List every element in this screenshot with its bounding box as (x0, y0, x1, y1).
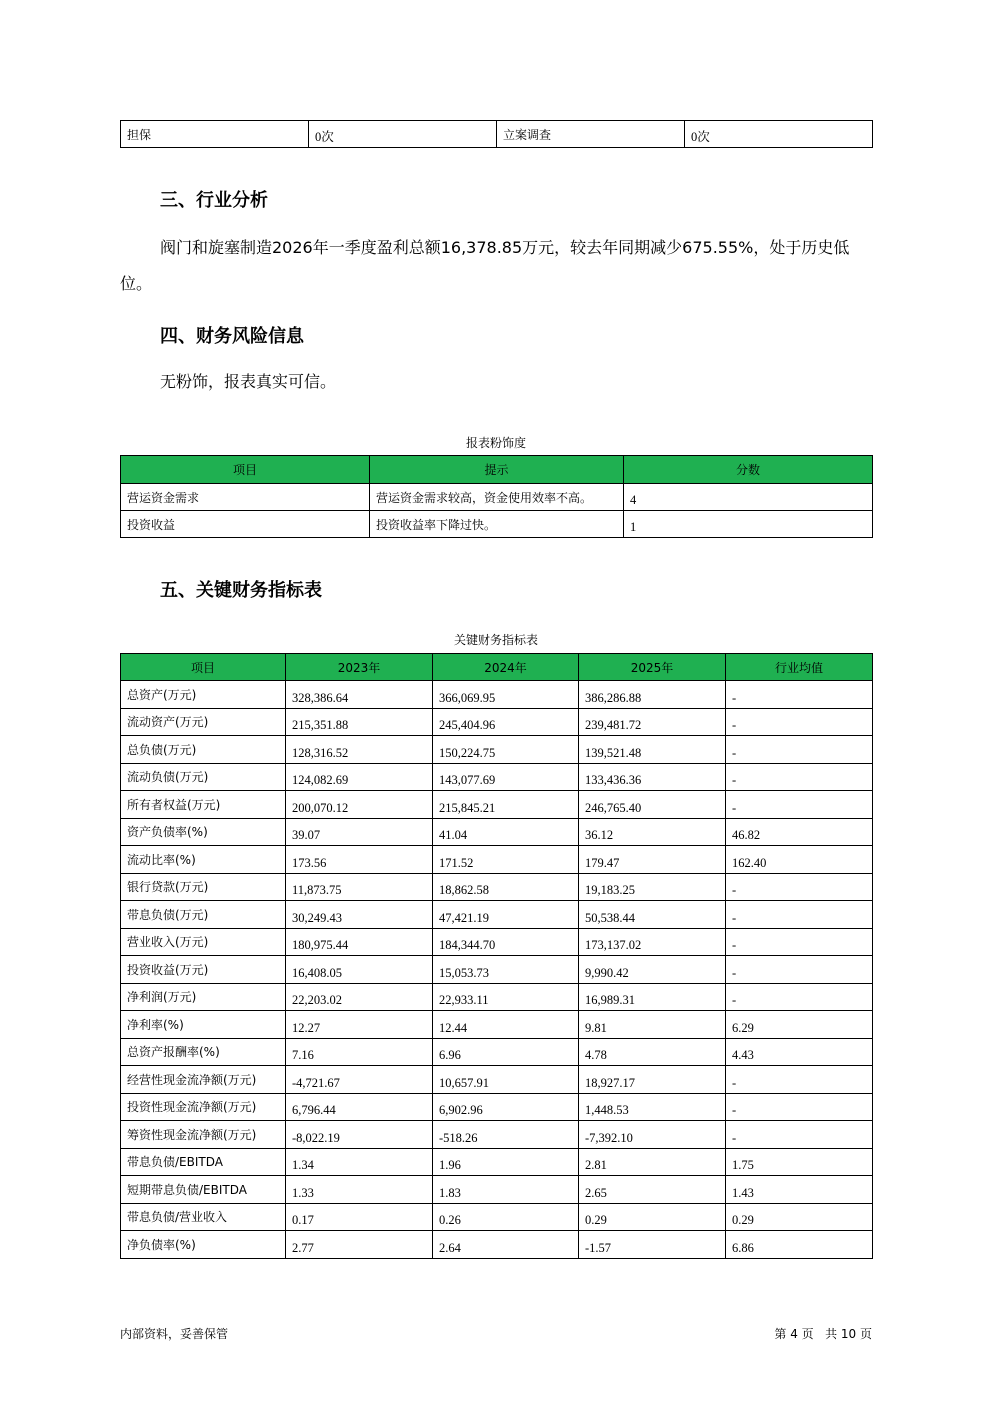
risk-paragraph: 无粉饰，报表真实可信。 (160, 372, 337, 391)
cell-score: 1 (624, 511, 873, 538)
cell-item: 带息负债/营业收入 (121, 1203, 286, 1231)
section-title-industry: 三、行业分析 (160, 190, 268, 211)
cell-value: 15,053.73 (433, 956, 579, 984)
table-row (121, 763, 873, 791)
section-title-indicators: 五、关键财务指标表 (160, 580, 322, 601)
cell-hint: 营运资金需求较高，资金使用效率不高。 (370, 484, 624, 511)
cell-item: 投资收益 (121, 511, 370, 538)
cell-value: 0.29 (579, 1203, 726, 1231)
table-row (121, 484, 873, 511)
risk-table-caption: 报表粉饰度 (465, 436, 526, 450)
table-row (121, 956, 873, 984)
cell-value: 16,989.31 (579, 983, 726, 1011)
guarantee-table (120, 120, 873, 148)
table-row (121, 736, 873, 764)
cell-value: 30,249.43 (286, 901, 433, 929)
cell-value: 1.34 (286, 1148, 433, 1176)
cell-item: 净利率(%) (121, 1011, 286, 1039)
table-row (121, 791, 873, 819)
cell-value: -4,721.67 (286, 1066, 433, 1094)
table-row (121, 1148, 873, 1176)
cell-value: 2.77 (286, 1231, 433, 1259)
cell-value: 180,975.44 (286, 928, 433, 956)
cell-value: - (726, 901, 873, 929)
cell-item: 流动负债(万元) (121, 763, 286, 791)
risk-table (120, 455, 873, 538)
cell-score: 4 (624, 484, 873, 511)
cell-item: 带息负债/EBITDA (121, 1148, 286, 1176)
cell-value: 0.17 (286, 1203, 433, 1231)
header-cell: 2024年 (433, 654, 579, 681)
cell-value: 366,069.95 (433, 681, 579, 709)
cell-label: 担保 (121, 121, 309, 148)
cell-value: 36.12 (579, 818, 726, 846)
cell-value: 179.47 (579, 846, 726, 874)
footer-left: 内部资料，妥善保管 (120, 1327, 229, 1341)
cell-value: 6.29 (726, 1011, 873, 1039)
cell-value: 139,521.48 (579, 736, 726, 764)
cell-value: 200,070.12 (286, 791, 433, 819)
header-cell: 分数 (624, 456, 873, 484)
cell-value: 6,902.96 (433, 1093, 579, 1121)
cell-value: 128,316.52 (286, 736, 433, 764)
cell-item: 筹资性现金流净额(万元) (121, 1121, 286, 1149)
cell-value: 50,538.44 (579, 901, 726, 929)
table-row (121, 511, 873, 538)
cell-value: 9,990.42 (579, 956, 726, 984)
cell-value: - (726, 736, 873, 764)
cell-value: 1.43 (726, 1176, 873, 1204)
table-row (121, 1203, 873, 1231)
cell-value: 1.75 (726, 1148, 873, 1176)
table-row (121, 1038, 873, 1066)
cell-item: 总资产(万元) (121, 681, 286, 709)
cell-item: 营业收入(万元) (121, 928, 286, 956)
cell-value: 2.64 (433, 1231, 579, 1259)
cell-value: 47,421.19 (433, 901, 579, 929)
cell-item: 总资产报酬率(%) (121, 1038, 286, 1066)
cell-value: - (726, 1066, 873, 1094)
cell-item: 总负债(万元) (121, 736, 286, 764)
indicators-table-caption: 关键财务指标表 (453, 633, 538, 647)
section-title-risk: 四、财务风险信息 (160, 326, 304, 347)
table-row (121, 1066, 873, 1094)
cell-value: 4.78 (579, 1038, 726, 1066)
cell-value: 245,404.96 (433, 708, 579, 736)
cell-value: 19,183.25 (579, 873, 726, 901)
cell-value: 1.83 (433, 1176, 579, 1204)
table-row (121, 928, 873, 956)
cell-value: -1.57 (579, 1231, 726, 1259)
footer-page-number: 第 4 页 共 10 页 (774, 1327, 872, 1341)
cell-value: - (726, 791, 873, 819)
cell-value: 0次 (685, 121, 873, 148)
header-cell: 提示 (370, 456, 624, 484)
cell-value: - (726, 983, 873, 1011)
cell-value: 12.27 (286, 1011, 433, 1039)
cell-value: 215,845.21 (433, 791, 579, 819)
table-row (121, 681, 873, 709)
table-row (121, 1121, 873, 1149)
cell-item: 流动比率(%) (121, 846, 286, 874)
cell-value: -8,022.19 (286, 1121, 433, 1149)
table-row (121, 873, 873, 901)
table-row (121, 901, 873, 929)
cell-value: - (726, 873, 873, 901)
industry-paragraph: 阀门和旋塞制造2026年一季度盈利总额16,378.85万元，较去年同期减少675.55%，处于历史低位。 (120, 238, 850, 293)
cell-value: - (726, 1093, 873, 1121)
cell-value: 328,386.64 (286, 681, 433, 709)
cell-value: 133,436.36 (579, 763, 726, 791)
cell-value: 124,082.69 (286, 763, 433, 791)
cell-value: 386,286.88 (579, 681, 726, 709)
cell-value: 12.44 (433, 1011, 579, 1039)
cell-value: 6.86 (726, 1231, 873, 1259)
table-row (121, 818, 873, 846)
cell-item: 投资性现金流净额(万元) (121, 1093, 286, 1121)
cell-item: 流动资产(万元) (121, 708, 286, 736)
cell-label: 立案调查 (497, 121, 685, 148)
header-cell: 2023年 (286, 654, 433, 681)
cell-value: 10,657.91 (433, 1066, 579, 1094)
table-row (121, 708, 873, 736)
header-cell: 2025年 (579, 654, 726, 681)
cell-value: 0.29 (726, 1203, 873, 1231)
cell-item: 银行贷款(万元) (121, 873, 286, 901)
cell-value: 16,408.05 (286, 956, 433, 984)
cell-value: 173,137.02 (579, 928, 726, 956)
cell-value: 4.43 (726, 1038, 873, 1066)
cell-value: 239,481.72 (579, 708, 726, 736)
cell-hint: 投资收益率下降过快。 (370, 511, 624, 538)
cell-item: 资产负债率(%) (121, 818, 286, 846)
cell-value: - (726, 763, 873, 791)
cell-value: 22,933.11 (433, 983, 579, 1011)
cell-value: 18,927.17 (579, 1066, 726, 1094)
table-row (121, 1011, 873, 1039)
cell-value: 7.16 (286, 1038, 433, 1066)
cell-value: - (726, 1121, 873, 1149)
header-cell: 项目 (121, 654, 286, 681)
table-row (121, 983, 873, 1011)
cell-value: 173.56 (286, 846, 433, 874)
cell-value: 6,796.44 (286, 1093, 433, 1121)
cell-value: 9.81 (579, 1011, 726, 1039)
cell-value: - (726, 956, 873, 984)
cell-value: 0.26 (433, 1203, 579, 1231)
cell-item: 经营性现金流净额(万元) (121, 1066, 286, 1094)
cell-value: 39.07 (286, 818, 433, 846)
indicators-table (120, 653, 873, 1259)
cell-value: 22,203.02 (286, 983, 433, 1011)
cell-item: 短期带息负债/EBITDA (121, 1176, 286, 1204)
cell-value: -518.26 (433, 1121, 579, 1149)
table-row (121, 1176, 873, 1204)
cell-item: 营运资金需求 (121, 484, 370, 511)
cell-value: 1.96 (433, 1148, 579, 1176)
cell-value: 162.40 (726, 846, 873, 874)
cell-value: 2.65 (579, 1176, 726, 1204)
cell-value: 215,351.88 (286, 708, 433, 736)
cell-value: - (726, 708, 873, 736)
cell-value: 171.52 (433, 846, 579, 874)
cell-value: 46.82 (726, 818, 873, 846)
cell-item: 所有者权益(万元) (121, 791, 286, 819)
cell-value: 150,224.75 (433, 736, 579, 764)
cell-item: 净负债率(%) (121, 1231, 286, 1259)
cell-value: 1.33 (286, 1176, 433, 1204)
cell-item: 带息负债(万元) (121, 901, 286, 929)
cell-value: 18,862.58 (433, 873, 579, 901)
cell-value: 11,873.75 (286, 873, 433, 901)
cell-value: 6.96 (433, 1038, 579, 1066)
table-row (121, 1231, 873, 1259)
cell-value: 0次 (309, 121, 497, 148)
cell-value: - (726, 928, 873, 956)
cell-value: 1,448.53 (579, 1093, 726, 1121)
cell-value: 246,765.40 (579, 791, 726, 819)
header-cell: 行业均值 (726, 654, 873, 681)
cell-item: 净利润(万元) (121, 983, 286, 1011)
cell-value: -7,392.10 (579, 1121, 726, 1149)
header-cell: 项目 (121, 456, 370, 484)
cell-value: 143,077.69 (433, 763, 579, 791)
cell-value: 41.04 (433, 818, 579, 846)
cell-value: - (726, 681, 873, 709)
table-row (121, 1093, 873, 1121)
table-row (121, 846, 873, 874)
cell-value: 184,344.70 (433, 928, 579, 956)
cell-item: 投资收益(万元) (121, 956, 286, 984)
cell-value: 2.81 (579, 1148, 726, 1176)
